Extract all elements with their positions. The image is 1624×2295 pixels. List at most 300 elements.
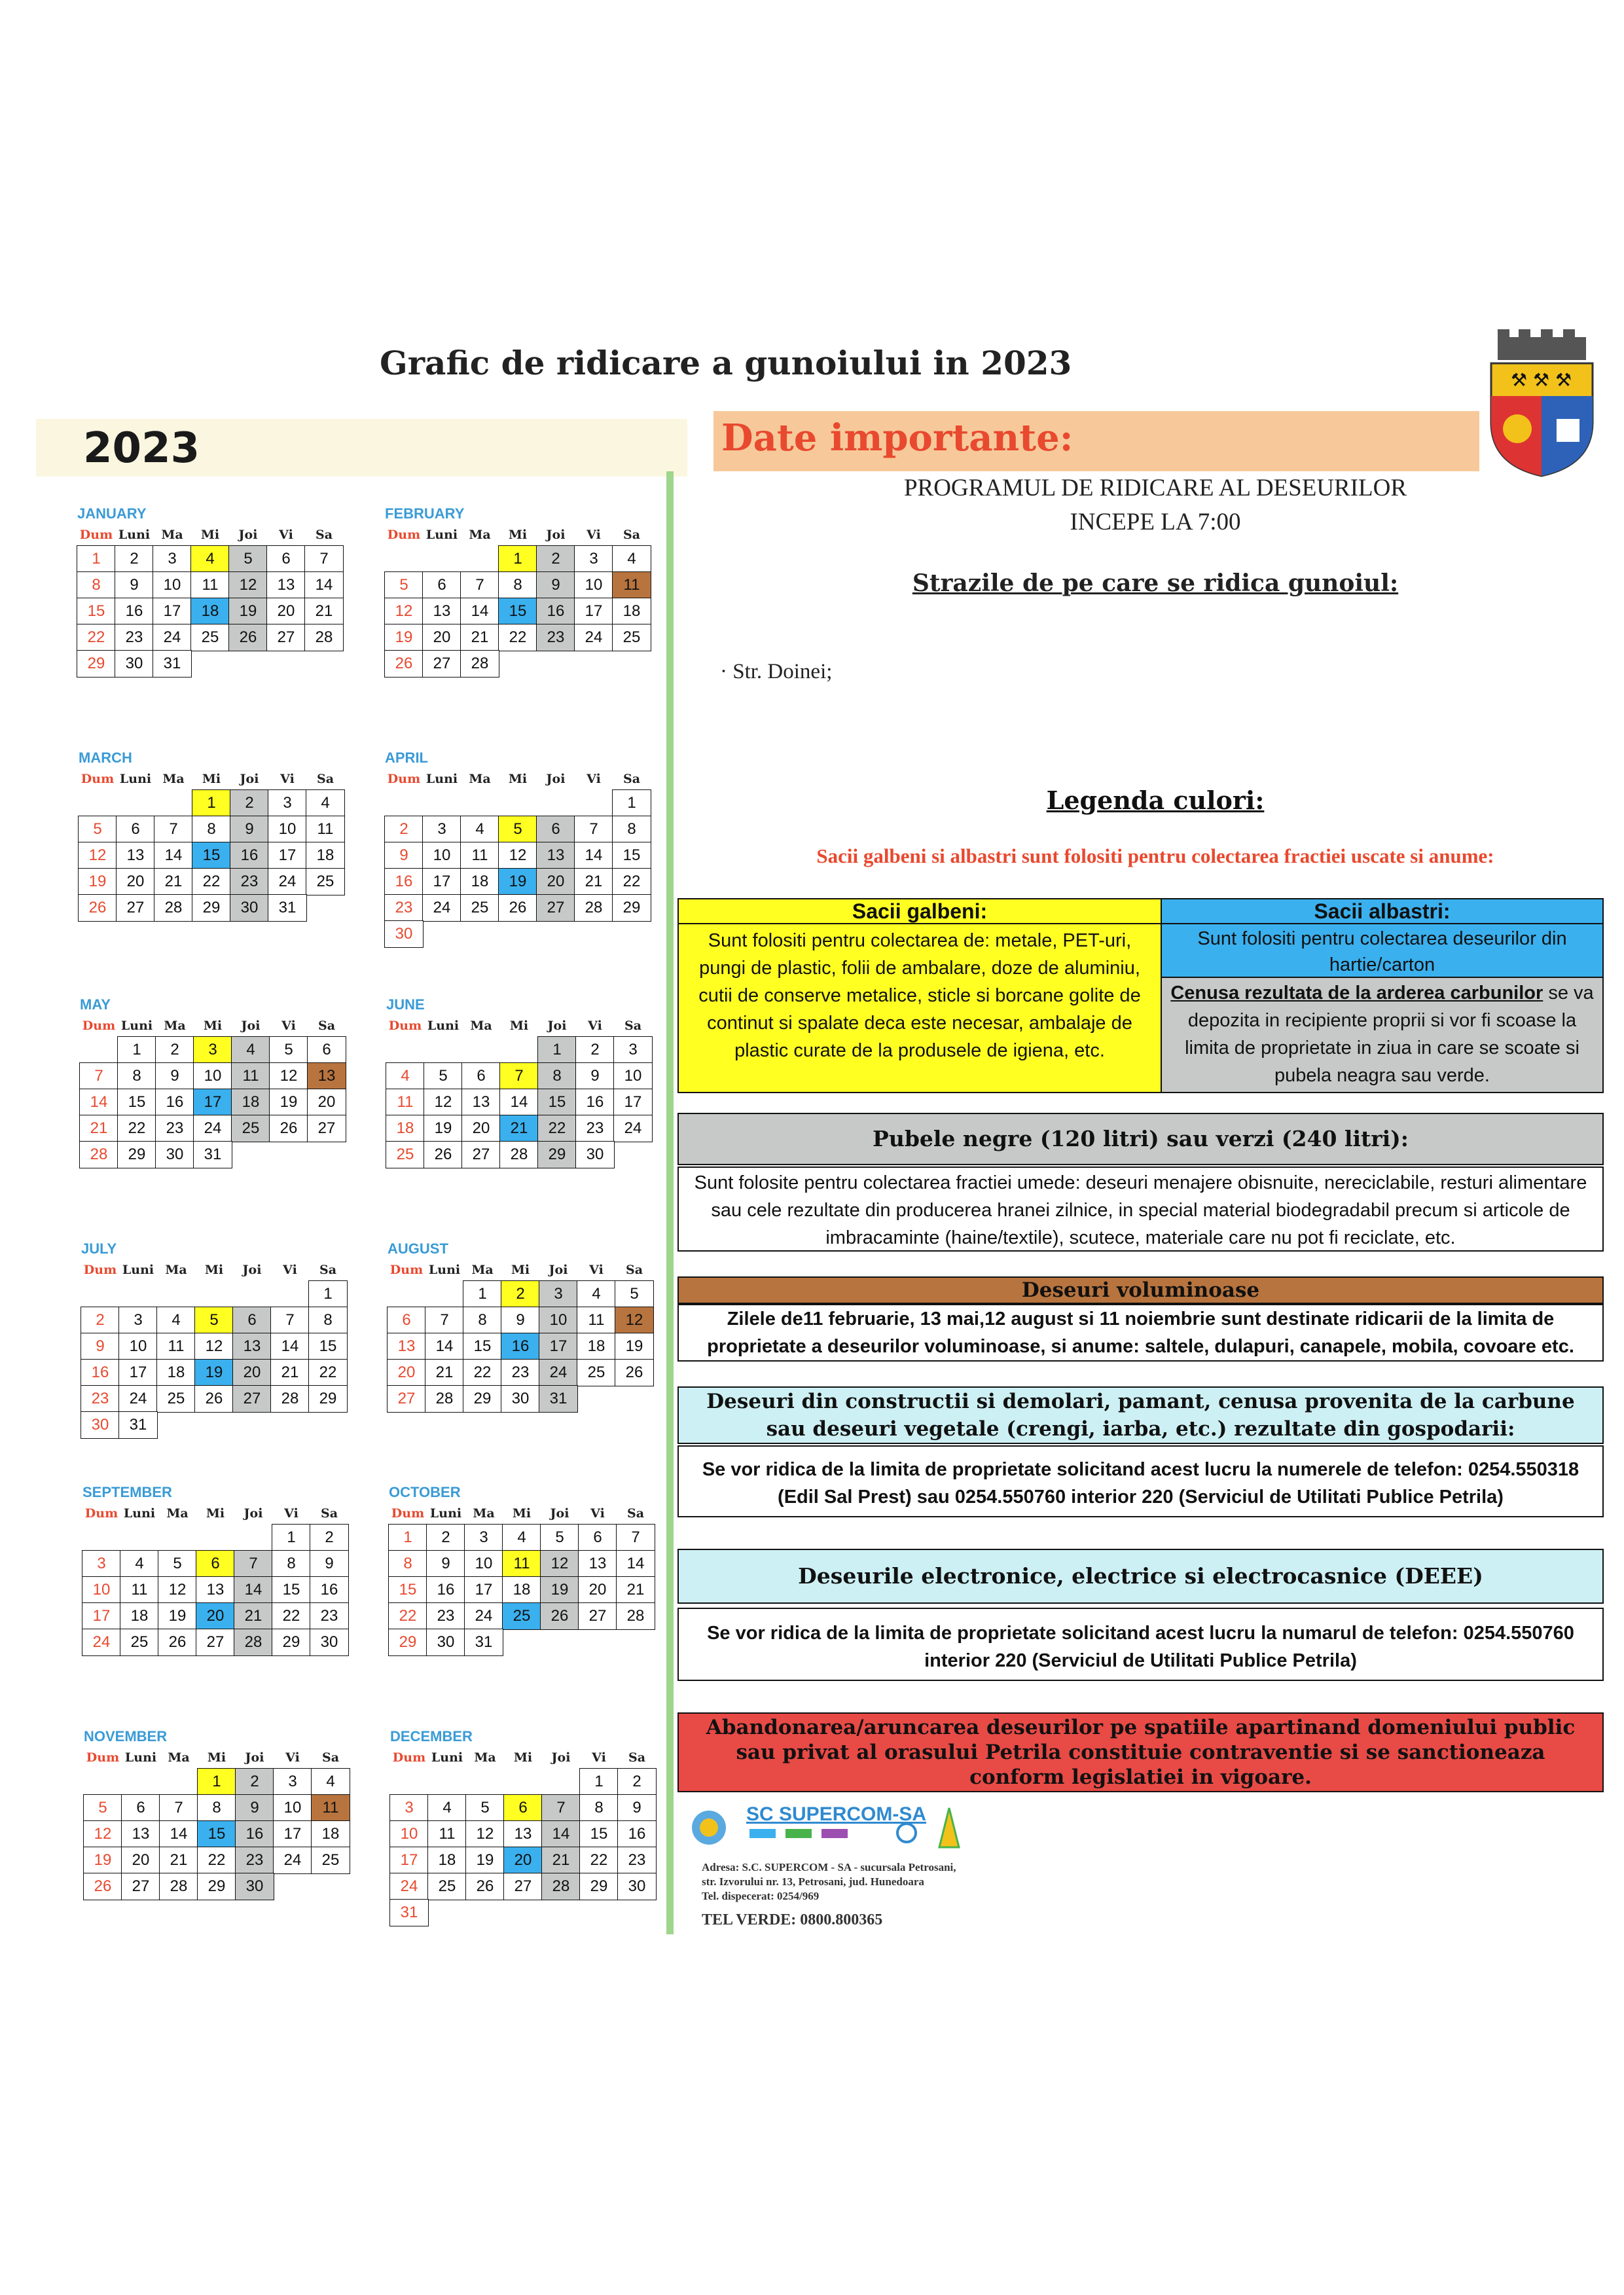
electronic-text: Se vor ridica de la limita de proprietate solicitand acest lucru la numarul de telefon: 0254.550760 interior 220 (Serviciul de Utilitati Publice Petrila) — [707, 1623, 1574, 1671]
day-cell: 11 — [612, 571, 651, 599]
day-cell: 5 — [498, 816, 537, 843]
day-cell: 8 — [192, 816, 231, 843]
day-grid — [385, 790, 693, 947]
day-grid — [80, 1037, 388, 1168]
weekday-label: Joi — [550, 1506, 569, 1521]
day-cell: 27 — [422, 650, 461, 678]
day-cell: 28 — [499, 1141, 539, 1168]
day-cell: 10 — [389, 1820, 429, 1848]
calendar-january — [77, 505, 385, 677]
empty-cell — [121, 1768, 160, 1796]
day-cell: 30 — [575, 1141, 615, 1168]
day-cell: 2 — [575, 1036, 615, 1064]
day-cell: 18 — [306, 842, 345, 869]
day-cell: 17 — [389, 1847, 429, 1874]
day-cell: 1 — [498, 545, 537, 573]
day-cell: 8 — [77, 571, 116, 599]
day-cell: 18 — [502, 1576, 541, 1604]
day-cell: 1 — [612, 789, 651, 817]
empty-cell — [499, 1036, 539, 1064]
empty-cell — [541, 1768, 581, 1796]
day-cell: 3 — [153, 545, 192, 573]
day-cell: 15 — [117, 1089, 156, 1116]
empty-cell — [196, 1524, 235, 1551]
day-cell: 14 — [460, 598, 499, 625]
electronic-title: Deseurile electronice, electrice si electrocasnice (DEEE) — [798, 1563, 1483, 1589]
day-cell: 17 — [153, 598, 192, 625]
day-cell: 27 — [536, 894, 575, 922]
day-cell: 12 — [158, 1576, 197, 1604]
weekday-label: Joi — [238, 528, 258, 542]
day-cell: 15 — [498, 598, 537, 625]
day-cell: 29 — [192, 894, 231, 922]
day-cell: 7 — [79, 1062, 118, 1090]
weekday-label: Joi — [546, 528, 566, 542]
day-cell: 27 — [196, 1629, 235, 1656]
day-cell: 6 — [266, 545, 306, 573]
empty-cell — [387, 1280, 426, 1308]
calendar-december — [390, 1728, 698, 1926]
day-cell: 24 — [82, 1629, 121, 1656]
weekday-label: Vi — [589, 1263, 604, 1277]
day-cell: 23 — [81, 1385, 120, 1413]
day-cell: 24 — [464, 1602, 503, 1630]
day-cell: 3 — [574, 545, 613, 573]
day-cell: 6 — [536, 816, 575, 843]
day-cell: 15 — [197, 1820, 236, 1848]
empty-cell — [503, 1768, 543, 1796]
day-grid — [82, 1525, 390, 1655]
day-cell: 2 — [230, 789, 269, 817]
day-cell: 15 — [537, 1089, 577, 1116]
day-cell: 8 — [463, 1307, 502, 1334]
month-name: JULY — [81, 1240, 117, 1257]
day-cell: 5 — [83, 1794, 122, 1822]
day-cell: 16 — [310, 1576, 349, 1604]
bins-title: Pubele negre (120 litri) sau verzi (240 litri): — [873, 1126, 1409, 1151]
day-grid — [81, 1281, 389, 1438]
day-cell: 15 — [388, 1576, 427, 1604]
day-cell: 12 — [615, 1307, 654, 1334]
day-cell: 2 — [536, 545, 575, 573]
day-cell: 2 — [115, 545, 154, 573]
day-cell: 30 — [384, 920, 424, 948]
day-cell: 3 — [268, 789, 307, 817]
day-cell: 20 — [121, 1847, 160, 1874]
day-cell: 9 — [384, 842, 424, 869]
day-cell: 26 — [194, 1385, 234, 1413]
day-cell: 13 — [266, 571, 306, 599]
day-cell: 17 — [118, 1359, 158, 1386]
weekday-label: Sa — [315, 528, 333, 542]
day-cell: 20 — [232, 1359, 272, 1386]
empty-cell — [118, 1280, 158, 1308]
day-cell: 4 — [612, 545, 651, 573]
day-cell: 18 — [386, 1115, 425, 1142]
empty-cell — [384, 789, 424, 817]
day-cell: 9 — [115, 571, 154, 599]
day-cell: 21 — [79, 1115, 118, 1142]
day-cell: 17 — [464, 1576, 503, 1604]
day-cell: 22 — [77, 624, 116, 651]
day-cell: 13 — [422, 598, 461, 625]
day-cell: 21 — [304, 598, 344, 625]
day-cell: 6 — [461, 1062, 501, 1090]
day-cell: 4 — [460, 816, 499, 843]
empty-cell — [154, 789, 193, 817]
ash-note-bold: Cenusa rezultata de la arderea carbunilor — [1170, 983, 1543, 1003]
weekday-header — [84, 1750, 391, 1766]
day-cell: 4 — [502, 1524, 541, 1551]
day-cell: 30 — [235, 1873, 274, 1900]
day-cell: 9 — [81, 1333, 120, 1360]
bulky-body — [677, 1304, 1604, 1362]
weekday-label: Ma — [474, 1750, 496, 1765]
day-cell: 17 — [422, 868, 461, 895]
day-cell: 20 — [503, 1847, 543, 1874]
bags-table — [677, 898, 1604, 1093]
program-line-1: PROGRAMUL DE RIDICARE AL DESEURILOR — [903, 475, 1407, 501]
day-cell: 15 — [77, 598, 116, 625]
day-cell: 14 — [270, 1333, 310, 1360]
day-cell: 31 — [153, 650, 192, 678]
day-cell: 10 — [82, 1576, 121, 1604]
calendar-november — [84, 1728, 391, 1900]
day-cell: 26 — [540, 1602, 579, 1630]
day-cell: 28 — [460, 650, 499, 678]
day-cell: 24 — [539, 1359, 578, 1386]
day-cell: 26 — [83, 1873, 122, 1900]
day-cell: 24 — [268, 868, 307, 895]
weekday-label: Dum — [86, 1750, 120, 1765]
day-cell: 19 — [158, 1602, 197, 1630]
day-cell: 30 — [115, 650, 154, 678]
empty-cell — [422, 545, 461, 573]
day-grid — [389, 1525, 696, 1655]
day-cell: 14 — [574, 842, 613, 869]
streets-heading: Strazile de pe care se ridica gunoiul: — [912, 569, 1399, 597]
day-cell: 3 — [389, 1794, 429, 1822]
day-cell: 5 — [158, 1550, 197, 1578]
day-cell: 2 — [426, 1524, 465, 1551]
day-cell: 29 — [308, 1385, 348, 1413]
weekday-label: Luni — [120, 1019, 153, 1033]
day-cell: 16 — [235, 1820, 274, 1848]
day-cell: 10 — [464, 1550, 503, 1578]
day-cell: 29 — [537, 1141, 577, 1168]
day-cell: 14 — [499, 1089, 539, 1116]
electronic-body — [677, 1608, 1604, 1681]
day-cell: 6 — [503, 1794, 543, 1822]
day-cell: 23 — [426, 1602, 465, 1630]
day-cell: 4 — [311, 1768, 350, 1796]
day-cell: 16 — [575, 1089, 615, 1116]
weekday-header — [385, 528, 693, 543]
day-cell: 13 — [387, 1333, 426, 1360]
day-cell: 21 — [574, 868, 613, 895]
day-cell: 31 — [118, 1411, 158, 1439]
day-cell: 8 — [197, 1794, 236, 1822]
day-cell: 25 — [156, 1385, 196, 1413]
day-cell: 28 — [304, 624, 344, 651]
weekday-label: Dum — [389, 1263, 424, 1277]
day-cell: 15 — [612, 842, 651, 869]
warning-box — [677, 1712, 1604, 1792]
address-line-1: Adresa: S.C. SUPERCOM - SA - sucursala Petrosani, — [702, 1861, 956, 1873]
day-cell: 16 — [155, 1089, 194, 1116]
day-cell: 2 — [501, 1280, 540, 1308]
weekday-label: Ma — [168, 1750, 190, 1765]
day-cell: 3 — [273, 1768, 312, 1796]
calendar-february — [385, 505, 693, 677]
day-cell: 26 — [384, 650, 424, 678]
empty-cell — [465, 1768, 505, 1796]
day-cell: 9 — [155, 1062, 194, 1090]
day-cell: 6 — [116, 816, 155, 843]
weekday-label: Mi — [200, 528, 220, 542]
empty-cell — [232, 1280, 272, 1308]
day-cell: 10 — [574, 571, 613, 599]
weekday-label: Sa — [623, 772, 641, 786]
month-name: NOVEMBER — [84, 1728, 168, 1744]
day-cell: 3 — [539, 1280, 578, 1308]
weekday-label: Vi — [586, 772, 601, 786]
day-cell: 16 — [384, 868, 424, 895]
weekday-label: Luni — [425, 528, 458, 542]
day-grid — [386, 1037, 694, 1168]
weekday-label: Sa — [320, 1506, 338, 1521]
day-cell: 30 — [81, 1411, 120, 1439]
construction-text: Se vor ridica de la limita de proprietate solicitand acest lucru la numerele de telefon: 0254.550318 (Edil Sal Prest) sau 0254.550760 interior 220 (Serviciul de Utilitati Publice Petrila) — [702, 1459, 1579, 1508]
day-cell: 19 — [83, 1847, 122, 1874]
yellow-bags-text: Sunt folositi pentru colectarea de: metale, PET-uri, pungi de plastic, folii de ambalare, doze de aluminiu, cutii de conserve metalice, sticle si borcane golite de continut si spalate deca este necesar, ambalaje de plastic curate de la produsele de igiena, etc. — [698, 930, 1141, 1061]
day-cell: 27 — [116, 894, 155, 922]
day-cell: 13 — [503, 1820, 543, 1848]
empty-cell — [156, 1280, 196, 1308]
day-cell: 17 — [574, 598, 613, 625]
day-cell: 10 — [422, 842, 461, 869]
weekday-label: Ma — [165, 1263, 187, 1277]
day-cell: 25 — [427, 1873, 467, 1900]
weekday-header — [80, 1019, 388, 1034]
day-cell: 10 — [613, 1062, 653, 1090]
day-cell: 8 — [272, 1550, 311, 1578]
day-cell: 27 — [461, 1141, 501, 1168]
weekday-label: Vi — [280, 772, 295, 786]
bulky-title: Deseuri voluminoase — [1021, 1278, 1260, 1302]
day-cell: 28 — [541, 1873, 581, 1900]
day-cell: 30 — [426, 1629, 465, 1656]
day-cell: 11 — [427, 1820, 467, 1848]
day-cell: 27 — [578, 1602, 617, 1630]
day-cell: 7 — [154, 816, 193, 843]
empty-cell — [386, 1036, 425, 1064]
empty-cell — [461, 1036, 501, 1064]
company-name: SC SUPERCOM-SA — [746, 1803, 927, 1825]
weekday-label: Sa — [317, 1019, 336, 1033]
blue-bags-text: Sunt folositi pentru colectarea deseurilor din hartie/carton — [1162, 924, 1602, 978]
month-name: OCTOBER — [389, 1484, 461, 1500]
day-cell: 5 — [540, 1524, 579, 1551]
empty-cell — [120, 1524, 159, 1551]
weekday-label: Dum — [81, 772, 115, 786]
day-cell: 24 — [422, 894, 461, 922]
day-cell: 22 — [308, 1359, 348, 1386]
day-cell: 18 — [612, 598, 651, 625]
green-line-phone: TEL VERDE: 0800.800365 — [702, 1911, 883, 1928]
weekday-label: Ma — [162, 772, 185, 786]
bins-text: Sunt folosite pentru colectarea fractiei umede: deseuri menajere obisnuite, nereciclabile, resturi alimentare sau cele rezultate din producerea hranei zilnice, in special material biodegradabil precum si articole de imbracaminte (haine/textile), scutece, materiale care nu pot fi reciclate, etc. — [694, 1172, 1587, 1248]
month-name: APRIL — [385, 750, 428, 766]
empty-cell — [427, 1768, 467, 1796]
day-cell: 28 — [159, 1873, 198, 1900]
day-cell: 29 — [388, 1629, 427, 1656]
day-cell: 30 — [617, 1873, 657, 1900]
weekday-label: Luni — [124, 1750, 157, 1765]
year-banner — [36, 419, 687, 477]
day-cell: 26 — [615, 1359, 654, 1386]
empty-cell — [78, 789, 117, 817]
day-cell: 25 — [502, 1602, 541, 1630]
day-cell: 3 — [193, 1036, 232, 1064]
program-notice — [713, 471, 1597, 539]
day-cell: 21 — [616, 1576, 655, 1604]
day-cell: 14 — [425, 1333, 464, 1360]
weekday-label: Vi — [590, 1506, 605, 1521]
day-cell: 1 — [197, 1768, 236, 1796]
weekday-header — [82, 1506, 390, 1522]
day-cell: 19 — [228, 598, 268, 625]
day-cell: 1 — [272, 1524, 311, 1551]
day-cell: 6 — [422, 571, 461, 599]
bulky-header — [677, 1276, 1604, 1304]
weekday-label: Luni — [119, 772, 152, 786]
day-cell: 9 — [536, 571, 575, 599]
day-cell: 27 — [266, 624, 306, 651]
day-cell: 26 — [465, 1873, 505, 1900]
day-cell: 12 — [269, 1062, 308, 1090]
day-cell: 14 — [79, 1089, 118, 1116]
day-cell: 8 — [537, 1062, 577, 1090]
empty-cell — [384, 545, 424, 573]
empty-cell — [194, 1280, 234, 1308]
month-name: JANUARY — [77, 505, 147, 522]
calendar-march — [79, 750, 386, 921]
day-cell: 25 — [577, 1359, 616, 1386]
weekday-label: Vi — [283, 1263, 297, 1277]
empty-cell — [81, 1280, 120, 1308]
weekday-label: Luni — [118, 528, 151, 542]
day-cell: 1 — [117, 1036, 156, 1064]
day-cell: 13 — [461, 1089, 501, 1116]
day-cell: 24 — [193, 1115, 232, 1142]
day-cell: 16 — [81, 1359, 120, 1386]
weekday-label: Dum — [387, 528, 421, 542]
day-cell: 13 — [536, 842, 575, 869]
day-cell: 8 — [612, 816, 651, 843]
weekday-label: Ma — [473, 1506, 495, 1521]
day-cell: 23 — [155, 1115, 194, 1142]
day-cell: 7 — [616, 1524, 655, 1551]
day-cell: 27 — [232, 1385, 272, 1413]
day-cell: 3 — [82, 1550, 121, 1578]
day-cell: 3 — [613, 1036, 653, 1064]
empty-cell — [574, 789, 613, 817]
weekday-label: Joi — [547, 1019, 567, 1033]
day-cell: 12 — [424, 1089, 463, 1116]
weekday-header — [77, 528, 385, 543]
day-cell: 29 — [272, 1629, 311, 1656]
day-cell: 23 — [235, 1847, 274, 1874]
day-cell: 29 — [463, 1385, 502, 1413]
day-cell: 29 — [77, 650, 116, 678]
day-cell: 27 — [307, 1115, 346, 1142]
weekday-label: Luni — [429, 1506, 462, 1521]
day-cell: 9 — [235, 1794, 274, 1822]
weekday-label: Luni — [425, 772, 458, 786]
weekday-label: Ma — [161, 528, 183, 542]
weekday-label: Luni — [431, 1750, 463, 1765]
day-cell: 19 — [424, 1115, 463, 1142]
day-cell: 28 — [234, 1629, 273, 1656]
day-cell: 7 — [499, 1062, 539, 1090]
day-cell: 8 — [579, 1794, 619, 1822]
weekday-label: Mi — [511, 1263, 530, 1277]
day-cell: 21 — [499, 1115, 539, 1142]
empty-cell — [425, 1280, 464, 1308]
weekday-label: Dum — [388, 1019, 422, 1033]
month-name: SEPTEMBER — [82, 1484, 172, 1500]
weekday-label: Vi — [588, 1019, 602, 1033]
day-cell: 13 — [121, 1820, 160, 1848]
day-cell: 28 — [270, 1385, 310, 1413]
day-cell: 3 — [422, 816, 461, 843]
weekday-header — [79, 772, 386, 787]
day-cell: 4 — [427, 1794, 467, 1822]
day-cell: 14 — [154, 842, 193, 869]
day-cell: 20 — [116, 868, 155, 895]
day-cell: 11 — [502, 1550, 541, 1578]
day-cell: 17 — [193, 1089, 232, 1116]
day-cell: 1 — [308, 1280, 348, 1308]
empty-cell — [79, 1036, 118, 1064]
day-cell: 11 — [156, 1333, 196, 1360]
day-cell: 1 — [579, 1768, 619, 1796]
day-cell: 20 — [536, 868, 575, 895]
day-cell: 22 — [272, 1602, 311, 1630]
day-cell: 11 — [577, 1307, 616, 1334]
day-cell: 5 — [615, 1280, 654, 1308]
day-cell: 7 — [304, 545, 344, 573]
day-cell: 23 — [230, 868, 269, 895]
day-cell: 25 — [120, 1629, 159, 1656]
important-dates-banner — [713, 411, 1479, 471]
day-cell: 26 — [78, 894, 117, 922]
empty-cell — [424, 1036, 463, 1064]
day-cell: 24 — [118, 1385, 158, 1413]
day-cell: 29 — [117, 1141, 156, 1168]
day-cell: 10 — [273, 1794, 312, 1822]
day-cell: 28 — [616, 1602, 655, 1630]
weekday-label: Mi — [512, 1506, 532, 1521]
day-cell: 20 — [578, 1576, 617, 1604]
weekday-label: Mi — [513, 1750, 533, 1765]
day-cell: 22 — [117, 1115, 156, 1142]
day-cell: 10 — [118, 1333, 158, 1360]
day-cell: 20 — [422, 624, 461, 651]
day-cell: 31 — [389, 1899, 429, 1926]
yellow-bags-title: Sacii galbeni: — [679, 899, 1161, 924]
